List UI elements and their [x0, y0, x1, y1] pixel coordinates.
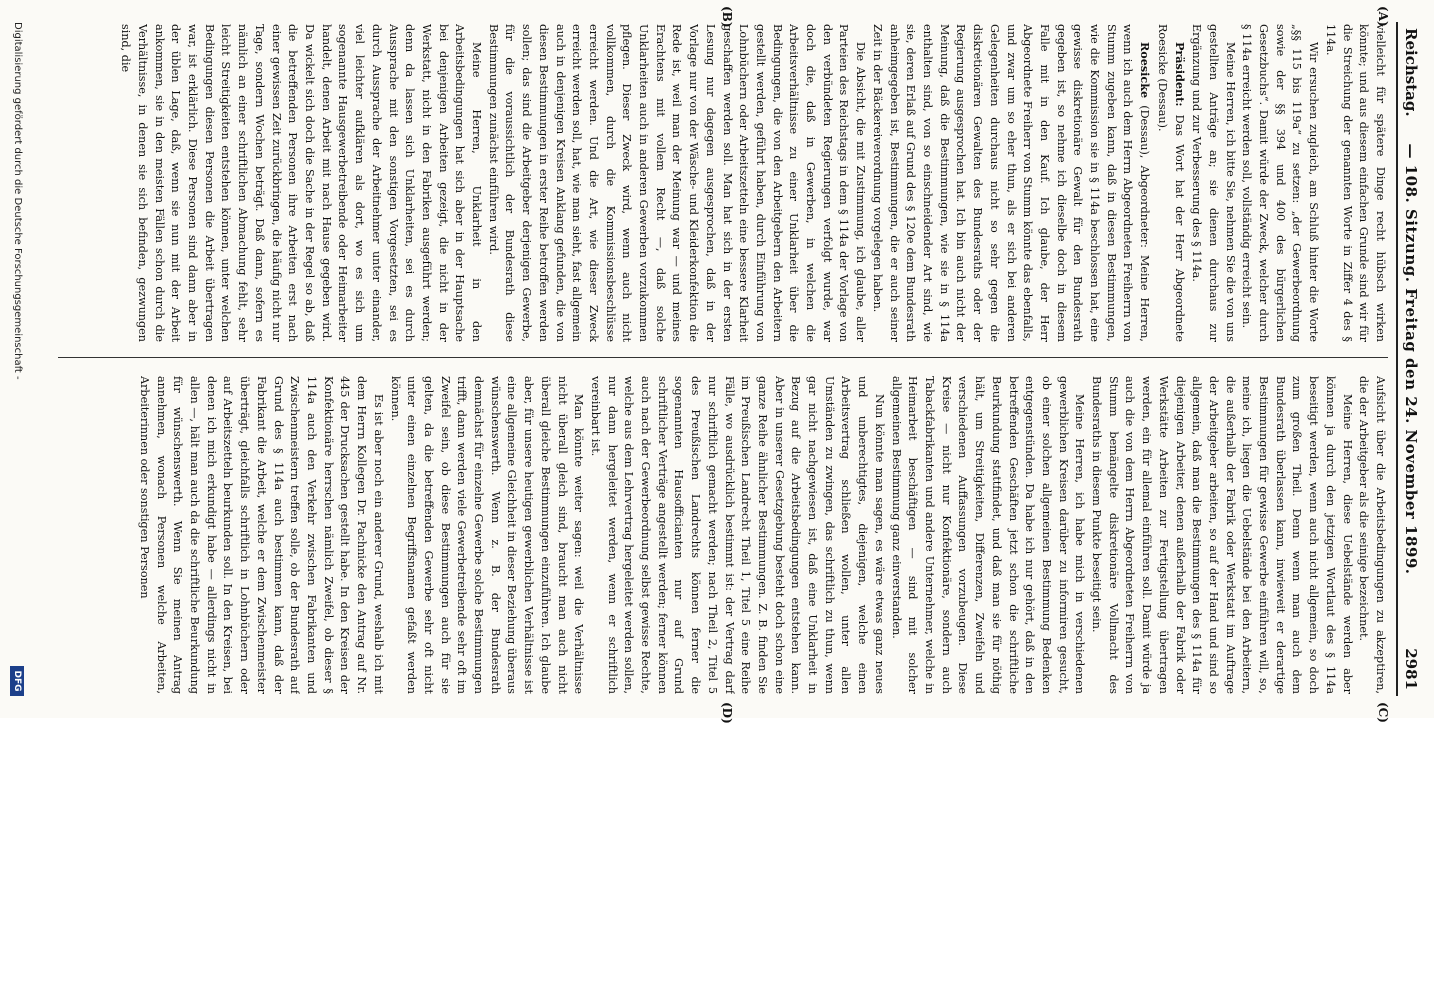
speech-text: Das Wort hat der Herr Abgeordnete Roesicke (Dessau). [1155, 24, 1186, 342]
speaker-name: Präsident: [1172, 42, 1187, 107]
margin-marker-d: (D) [720, 702, 734, 724]
header-title: Reichstag. [1402, 28, 1420, 117]
margin-marker-a: (A) [1376, 6, 1390, 27]
paragraph: Meine Herren, diese Uebelstände werden aber können ja durch den jetzigen Wortlaut des § 114a beseitigt werden, wenn auch nicht allgemein, so doch zum großen Theil. Denn wenn man auch dem Bundesrath überlassen kann, inwieweit er derartige Bestimmungen für gewisse Gewerbe einführen will, so, meine ich, liegen die Uebelstände bei den Arbeitern, die außerhalb der Fabrik oder Werkstatt im Auftrage der Arbeitgeber arbeiten, so auf der Hand und sind so allgemein, daß man die Bestimmungen des § 114a für diejenigen Arbeiter, denen außerhalb der Fabrik oder Werkstätte Arbeiten zur Fertigstellung übertragen werden, ein für allemal einführen soll. Damit würde ja auch die von dem Herrn Abgeordneten Freiherrn von Stumm bemängelte diskretionäre Vollmacht des Bundesraths in diesem Punkte beseitigt sein. [1090, 376, 1354, 694]
margin-marker-c: (C) [1376, 702, 1390, 723]
left-column [58, 24, 1388, 342]
right-column [58, 376, 1388, 694]
page-number: 2981 [1402, 648, 1420, 690]
paragraph: Nun könnte man sagen, es wäre etwas ganz neues und unberechtigtes, diejenigen, welche einen Arbeitsvertrag schließen wollen, unter allen Umständen zu zwingen, das schriftlich zu thun, wenn gar nicht nachgewiesen ist, daß eine Unklarheit in Bezug auf die Arbeitsbedingungen entstehen kann. Aber in unserer Gesetzgebung besteht doch schon eine ganze Reihe ähnlicher Bestimmungen. Z. B. finden Sie im Preußischen Landrecht Theil 1, Titel 5 eine Reihe Fälle, wo ausdrücklich bestimmt ist: der Vertrag darf nur schriftlich gemacht werden; nach Theil 2, Titel 5 des Preußischen Landrechts können ferner die sogenannten Hausofficianten nur auf Grund schriftlicher Verträge angestellt werden; ferner können auch nach der Gewerbeordnung selbst gewisse Rechte, welche aus dem Lehrvertrag hergeleitet werden sollen, nur dann hergeleitet werden, wenn er schriftlich vereinbart ist. [588, 376, 886, 694]
paragraph: Meine Herren, Unklarheit in den Arbeitsbedingungen hat sich aber in der Hauptsache bei denjenigen Arbeiten gezeigt, die nicht in der Werkstatt, nicht in den Fabriken ausgeführt werden; denn da lassen sich Unklarheiten, sei es durch Aussprache mit den sonstigen Vorgesetzten, sei es durch Aussprache der Arbeitnehmer unter einander, viel leichter aufklären als dort, wo es sich um sogenannte Hausgewerbetreibende oder Heimarbeiter handelt, denen Arbeit mit nach Hause gegeben wird. Da wickelt sich doch die Sache in der Regel so ab, daß die betreffenden Personen ihre Arbeiten erst nach einer gewissen Zeit zurückbringen, die häufig nicht nur Tage, sondern Wochen beträgt. Daß dann, sofern es nämlich an einer schriftlichen Abmachung fehlt, sehr leicht Streitigkeiten entstehen können, unter welchen Bedingungen diesen Personen die Arbeit übertragen war, ist erklärlich. Diese Personen sind dann aber in der üblen Lage, daß, wenn sie nun mit der Arbeit ankommen, sie in den meisten Fällen schon durch die Verhältnisse, in denen sie sich befinden, gezwungen sind, die [119, 24, 484, 342]
header-session: — 108. Sitzung. Freitag den 24. November 1899. [1402, 143, 1420, 575]
speaker-paragraph [1153, 24, 1187, 342]
paragraph: vielleicht für spätere Dinge recht hübsch wirken könnte; und aus diesem einfachen Grunde sind wir für die Streichung der genannten Worte in Ziffer 4 des § 114a. [1323, 24, 1387, 342]
paragraph: Die Absicht, die mit Zustimmung, ich glaube, aller Parteien des Reichstags in dem § 114a der Vorlage von den verbündeten Regierungen verfolgt wurde, war doch die, daß in Gewerben, in welchen die Arbeitsverhältnisse zu einer Unklarheit über die Bedingungen, die von den Arbeitgebern den Arbeitern gestellt werden, geführt haben, durch Einführung von Lohnbüchern oder Arbeitszetteln eine bessere Klarheit geschaffen werden soll. Man hat sich in der ersten Lesung nur dagegen ausgesprochen, daß in der Vorlage nur von der Wäsche- und Kleiderkonfektion die Rede ist, weil man der Meinung war — und meines Erachtens mit vollem Recht —, daß solche Unklarheiten auch in anderen Gewerben vorzukommen pflegen. Dieser Zweck wird, wenn auch nicht vollkommen, durch die Kommissionsbeschlüsse erreicht werden. Und die Art, wie dieser Zweck erreicht werden soll, hat, wie man sieht, fast allgemein auch in denjenigen Kreisen Anklang gefunden, die von diesen Bestimmungen in erster Reihe betroffen werden sollen; das sind die Arbeitgeber derjenigen Gewerbe, für die voraussichtlich der Bundesrath diese Bestimmungen zunächst einführen wird. [486, 24, 868, 342]
paragraph: Meine Herren, ich bitte Sie, nehmen Sie die von uns gestellten Anträge an; sie dienen durchaus zur Ergänzung und zur Verbesserung des § 114a. [1190, 24, 1237, 342]
page-header [1396, 22, 1422, 696]
funding-note: Digitalisierung gefördert durch die Deutsche Forschungsgemeinschaft - [12, 22, 23, 380]
speaker-paragraph [868, 24, 1153, 342]
paragraph: Aufsicht über die Arbeitsbedingungen zu akzeptiren, die der Arbeitgeber als die seinige bezeichnet. [1357, 376, 1387, 694]
column-divider [58, 357, 1388, 358]
dfg-logo: DFG [10, 666, 24, 696]
paragraph: Man könnte weiter sagen: weil die Verhältnisse nicht überall gleich sind, braucht man auch nicht überall gleiche Bestimmungen einzuführen. Ich glaube aber, für unsere heutigen gewerblichen Verhältnisse ist eine allgemeine Gleichheit in dieser Beziehung überaus wünschenswerth. Wenn z. B. der Bundesrath demnächst für einzelne Gewerbe solche Bestimmungen trifft, dann werden viele Gewerbetreibende sehr oft im Zweifel sein, ob diese Bestimmungen auch für sie gelten, da die betreffenden Gewerbe sehr oft nicht unter einen einzelnen Begriffsnamen gefaßt werden können. [388, 376, 586, 694]
speech-text: (Dessau), Abgeordneter: Meine Herren, wenn ich auch dem Herrn Abgeordneten Freiherrn von Stumm zugeben kann, daß in diesen Bestimmungen, wie die Kommission sie in § 114a beschlossen hat, eine gewisse diskretionäre Gewalt für den Bundesrath gegeben ist, so nehme ich dieselbe doch in diesem Falle mit in den Kauf. Ich glaube, der Herr Abgeordnete Freiherr von Stumm könnte das ebenfalls, und zwar um so eher thun, als er sich bei anderen Gelegenheiten durchaus nicht so sehr gegen die diskretionären Gewalten des Bundesraths oder der Regierung ausgesprochen hat. Ich bin auch nicht der Meinung, daß die Bestimmungen, wie sie in § 114a enthalten sind, von so einschneidender Art sind, wie sie, deren Erlaß auf Grund des § 120e dem Bundesrath anheimgegeben ist, Bestimmungen, die er auch seiner Zeit in der Bäckereiverordnung vorgelegen haben. [870, 24, 1152, 342]
paragraph: Wir ersuchen zugleich, am Schluß hinter die Worte „§§ 115 bis 119a“ zu setzen: „der Gewerbeordnung sowie der §§ 394 und 400 des bürgerlichen Gesetzbuchs“. Damit würde der Zweck, welcher durch § 114a erreicht werden soll, vollständig erreicht sein. [1240, 24, 1321, 342]
page-footer [8, 22, 24, 696]
speaker-name: Roesicke [1138, 42, 1153, 99]
margin-marker-b: (B) [720, 6, 734, 28]
paragraph: Es ist aber noch ein anderer Grund, weshalb ich mit dem Herrn Kollegen Dr. Pachnicke den Antrag auf Nr. 445 der Drucksachen gestellt habe. In den Kreisen der Konfektionäre herrschen nämlich Zweifel, ob dieser § 114a auch den Verkehr zwischen Fabrikanten und Zwischenmeistern treffen solle, ob der Bundesrath auf Grund des § 114a auch bestimmen kann, daß der Fabrikant die Arbeit, welche er dem Zwischenmeister überträgt, gleichfalls schriftlich in Lohnbüchern oder auf Arbeitszetteln beurkunden soll. In den Kreisen, bei denen ich mich erkundigt habe — allerdings nicht in allen —, hält man auch da die schriftliche Beurkundung für wünschenswerth. Wenn Sie meinen Antrag annehmen, wonach Personen welche Arbeiten, Arbeiterinnen oder sonstigen Personen [137, 376, 385, 694]
paragraph: Meine Herren, ich habe mich in verschiedenen gewerblichen Kreisen darüber zu informiren gesucht, ob einer solchen allgemeinen Bestimmung Bedenken entgegenstünden. Da habe ich nur gehört, daß in den betreffenden Geschäften jetzt schon die schriftliche Beurkundung stattfindet, und daß man sie für nöthig hält, um Streitigkeiten, Differenzen, Zweifeln und verschiedenen Auffassungen vorzubeugen. Diese Kreise — nicht nur Konfektionäre, sondern auch Tabackfabrikanten und andere Unternehmer, welche in Heimarbeit beschäftigen — sind mit solcher allgemeinen Bestimmung ganz einverstanden. [889, 376, 1087, 694]
